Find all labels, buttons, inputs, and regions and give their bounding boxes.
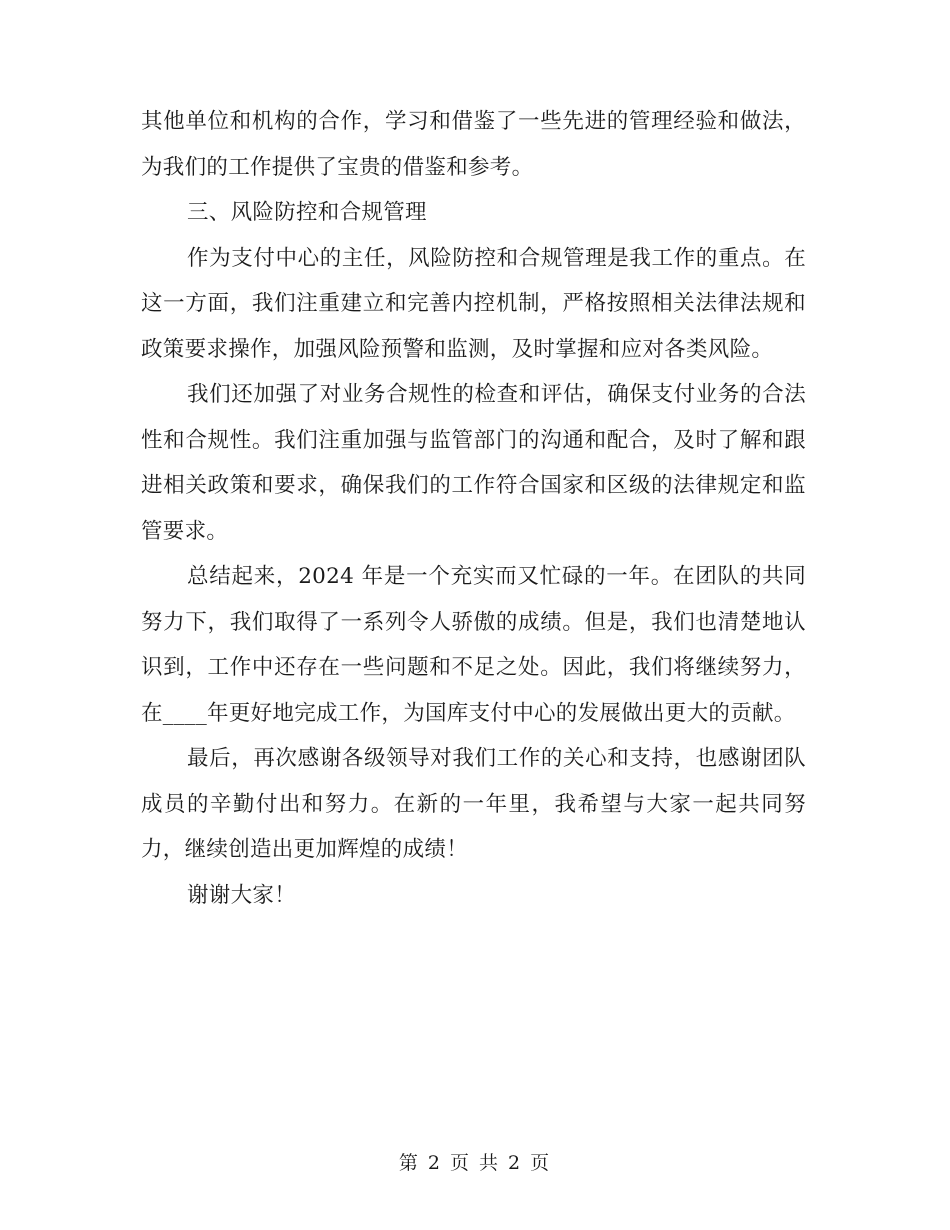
paragraph-continuation: 其他单位和机构的合作，学习和借鉴了一些先进的管理经验和做法，为我们的工作提供了宝贵的借鉴和参考。 (141, 109, 806, 180)
section-heading: 三、风险防控和合规管理 (187, 200, 427, 225)
document-body (141, 99, 806, 918)
paragraph-closing: 谢谢大家！ (187, 882, 297, 908)
paragraph-thanks: 最后，再次感谢各级领导对我们工作的关心和支持，也感谢团队成员的辛勤付出和努力。在新的一年里，我希望与大家一起共同努力，继续创造出更加辉煌的成绩！ (141, 746, 806, 862)
paragraph-compliance: 我们还加强了对业务合规性的检查和评估，确保支付业务的合法性和合规性。我们注重加强与监管部门的沟通和配合，及时了解和跟进相关政策和要求，确保我们的工作符合国家和区级的法律规定和监管要求。 (141, 382, 806, 544)
paragraph-risk-control: 作为支付中心的主任，风险防控和合规管理是我工作的重点。在这一方面，我们注重建立和完善内控机制，严格按照相关法律法规和政策要求操作，加强风险预警和监测，及时掌握和应对各类风险。 (141, 245, 806, 362)
page-footer: 第 2 页 共 2 页 (398, 1152, 552, 1174)
paragraph-summary: 总结起来，2024 年是一个充实而又忙碌的一年。在团队的共同努力下，我们取得了一系列令人骄傲的成绩。但是，我们也清楚地认识到，工作中还存在一些问题和不足之处。因此，我们将继续努力，在____年更好地完成工作，为国库支付中心的发展做出更大的贡献。 (141, 564, 806, 726)
